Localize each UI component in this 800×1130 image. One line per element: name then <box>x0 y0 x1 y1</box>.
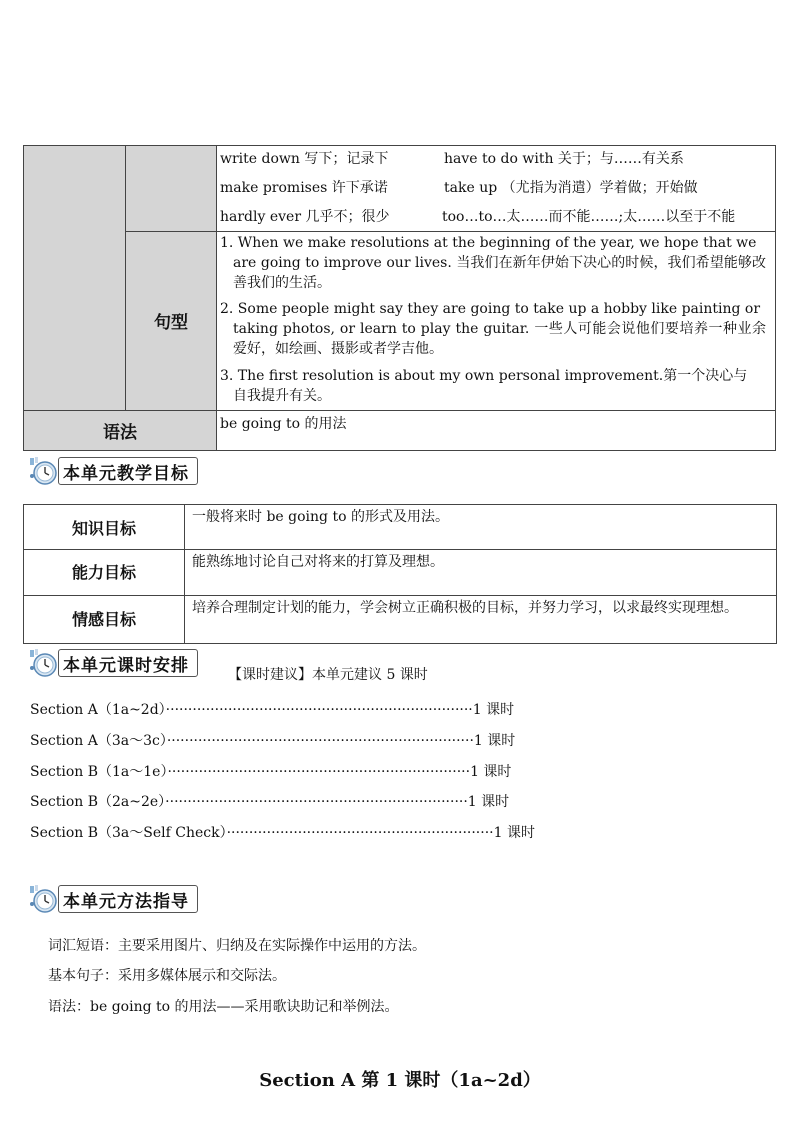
goal-label: 情感目标 <box>71 610 136 629</box>
section-heading-schedule <box>26 648 198 678</box>
schedule-note: 【课时建议】本单元建议 5 课时 <box>228 667 428 683</box>
sentence-label: 句型 <box>154 313 188 333</box>
lesson-title: Section A 第 1 课时（1a~2d） <box>259 1070 541 1091</box>
section-heading-goals <box>26 456 198 486</box>
vocab-row: make promises 许下承诺 <box>220 180 388 196</box>
goal-text: 一般将来时 be going to 的形式及用法。 <box>192 509 449 525</box>
section-title: 本单元课时安排 <box>58 649 198 677</box>
goals-table <box>23 504 777 644</box>
vocab-row: too…to…太……而不能……;太……以至于不能 <box>442 209 736 225</box>
method-item: 语法：be going to 的用法——采用歌诀助记和举例法。 <box>48 999 399 1015</box>
sentence-item: 3. The first resolution is about my own personal improvement.第一个决心与 自我提升有关。 <box>220 368 748 404</box>
table-gray-label-cell <box>126 146 217 410</box>
clock-icon <box>26 884 60 914</box>
schedule-item: Section A（1a~2d）·····································································1 课时 <box>30 702 515 718</box>
vocab-sentence-table <box>23 145 776 451</box>
section-title: 本单元教学目标 <box>58 457 198 485</box>
goal-label: 能力目标 <box>71 563 136 582</box>
schedule-item: Section B（1a～1e）····································································1 课时 <box>30 764 512 780</box>
goal-text: 培养合理制定计划的能力，学会树立正确积极的目标，并努力学习，以求最终实现理想。 <box>192 600 738 616</box>
vocab-row: hardly ever 几乎不；很少 <box>220 209 390 225</box>
sentence-item: 2. Some people might say they are going to take up a hobby like painting or taking photos, or learn to play the guitar. 一些人可能会说他们要培养一种业余爱好，如绘画、摄影或者学吉他。 <box>220 301 766 357</box>
clock-icon <box>26 456 60 486</box>
vocab-row: have to do with 关于；与……有关系 <box>444 151 684 167</box>
schedule-item: Section B（2a~2e）····································································1 课时 <box>30 794 510 810</box>
grammar-label: 语法 <box>103 423 137 443</box>
schedule-item: Section A（3a～3c）·····································································1 课时 <box>30 733 516 749</box>
method-item: 词汇短语：主要采用图片、归纳及在实际操作中运用的方法。 <box>48 938 426 954</box>
section-heading-method <box>26 884 198 914</box>
goal-label: 知识目标 <box>71 519 136 538</box>
table-gray-column <box>24 146 126 410</box>
vocab-row: write down 写下；记录下 <box>220 151 389 167</box>
method-item: 基本句子：采用多媒体展示和交际法。 <box>48 968 286 984</box>
sentence-item: 1. When we make resolutions at the beginning of the year, we hope that we are going to improve our lives. 当我们在新年伊始下决心的时候，我们希望能够改善我们的生活。 <box>220 235 766 291</box>
schedule-item: Section B（3a～Self Check）····························································1 课时 <box>30 825 535 841</box>
grammar-text: be going to 的用法 <box>220 416 347 432</box>
section-title: 本单元方法指导 <box>58 885 198 913</box>
vocab-row: take up （尤指为消遣）学着做；开始做 <box>444 180 698 196</box>
clock-icon <box>26 648 60 678</box>
goal-text: 能熟练地讨论自己对将来的打算及理想。 <box>192 554 444 570</box>
